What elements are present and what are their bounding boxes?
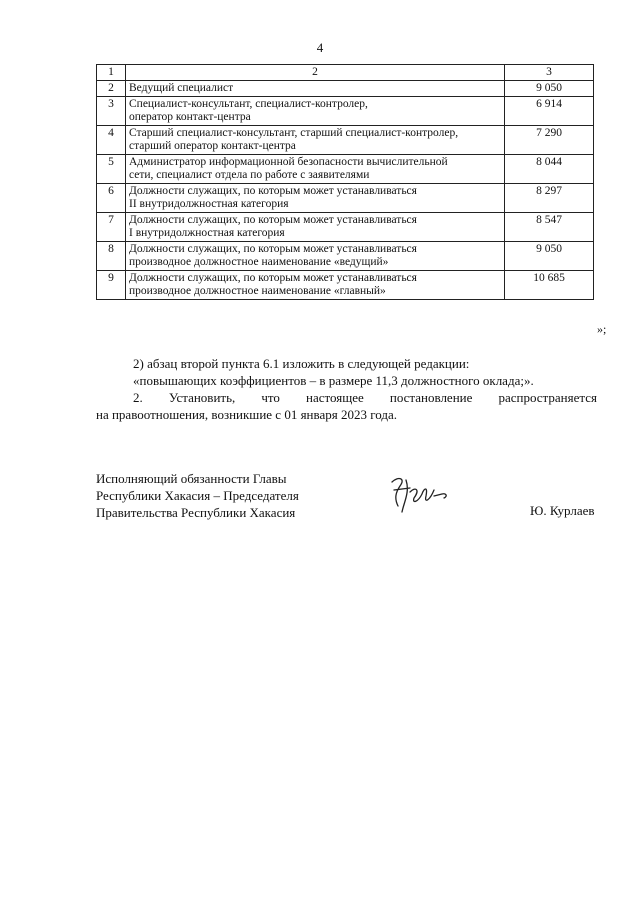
handwritten-signature xyxy=(384,472,456,516)
row-number: 2 xyxy=(97,81,126,97)
paragraph-clause-2-continued: на правоотношения, возникшие с 01 января 2023 года. xyxy=(96,407,397,422)
salary-value: 9 050 xyxy=(505,242,594,271)
paragraph-amendment: 2) абзац второй пункта 6.1 изложить в следующей редакции: xyxy=(133,356,470,371)
paragraph-clause-2 xyxy=(133,389,597,406)
signer-name: Ю. Курлаев xyxy=(530,503,595,518)
position-title-line: оператор контакт-центра xyxy=(129,111,251,123)
position-title-line: II внутридолжностная категория xyxy=(129,198,289,210)
word: что xyxy=(261,390,280,405)
position-title-line: Ведущий специалист xyxy=(129,82,234,94)
word: настоящее xyxy=(305,390,364,405)
position-title xyxy=(126,242,505,271)
closing-quote: »; xyxy=(597,322,607,336)
row-number: 4 xyxy=(97,126,126,155)
word: распространяется xyxy=(498,390,597,405)
position-title-line: старший оператор контакт-центра xyxy=(129,140,296,152)
row-number: 7 xyxy=(97,213,126,242)
salary-value: 10 685 xyxy=(505,271,594,300)
table-row xyxy=(97,97,594,126)
signatory-line: Исполняющий обязанности Главы xyxy=(96,471,287,486)
table-header-row xyxy=(97,65,594,81)
column-header: 3 xyxy=(505,65,594,81)
row-number: 8 xyxy=(97,242,126,271)
word: Установить, xyxy=(168,390,236,405)
table-row xyxy=(97,242,594,271)
position-title-line: Должности служащих, по которым может устанавливаться xyxy=(129,272,417,284)
signatory-line: Республики Хакасия – Председателя xyxy=(96,488,299,503)
column-header: 1 xyxy=(97,65,126,81)
position-title xyxy=(126,213,505,242)
signatory-line: Правительства Республики Хакасия xyxy=(96,505,296,520)
position-title-line: сети, специалист отдела по работе с заявителями xyxy=(129,169,370,181)
table-row xyxy=(97,213,594,242)
position-title xyxy=(126,271,505,300)
position-title xyxy=(126,155,505,184)
position-title-line: I внутридолжностная категория xyxy=(129,227,285,239)
table-row xyxy=(97,184,594,213)
word: 2. xyxy=(133,390,143,405)
table-row xyxy=(97,126,594,155)
table-row xyxy=(97,155,594,184)
position-title-line: Должности служащих, по которым может устанавливаться xyxy=(129,243,417,255)
row-number: 6 xyxy=(97,184,126,213)
row-number: 5 xyxy=(97,155,126,184)
paragraph-quote: «повышающих коэффициентов – в размере 11,3 должностного оклада;». xyxy=(133,373,534,388)
position-title-line: Должности служащих, по которым может устанавливаться xyxy=(129,214,417,226)
position-title-line: производное должностное наименование «ведущий» xyxy=(129,256,389,268)
page-number: 4 xyxy=(316,40,324,55)
salary-value: 8 547 xyxy=(505,213,594,242)
position-title-line: производное должностное наименование «главный» xyxy=(129,285,386,297)
word: постановление xyxy=(389,390,473,405)
salary-value: 8 297 xyxy=(505,184,594,213)
salary-value: 6 914 xyxy=(505,97,594,126)
position-title-line: Должности служащих, по которым может устанавливаться xyxy=(129,185,417,197)
position-title xyxy=(126,97,505,126)
position-title xyxy=(126,184,505,213)
position-title-line: Старший специалист-консультант, старший специалист-контролер, xyxy=(129,127,459,139)
salary-value: 9 050 xyxy=(505,81,594,97)
salary-value: 7 290 xyxy=(505,126,594,155)
table-row xyxy=(97,81,594,97)
signatory-title xyxy=(96,470,299,521)
table-row xyxy=(97,271,594,300)
column-header: 2 xyxy=(126,65,505,81)
position-title-line: Специалист-консультант, специалист-контролер, xyxy=(129,98,368,110)
position-title xyxy=(126,126,505,155)
position-title xyxy=(126,81,505,97)
salary-table xyxy=(96,64,594,300)
position-title-line: Администратор информационной безопасности вычислительной xyxy=(129,156,448,168)
row-number: 3 xyxy=(97,97,126,126)
salary-value: 8 044 xyxy=(505,155,594,184)
row-number: 9 xyxy=(97,271,126,300)
